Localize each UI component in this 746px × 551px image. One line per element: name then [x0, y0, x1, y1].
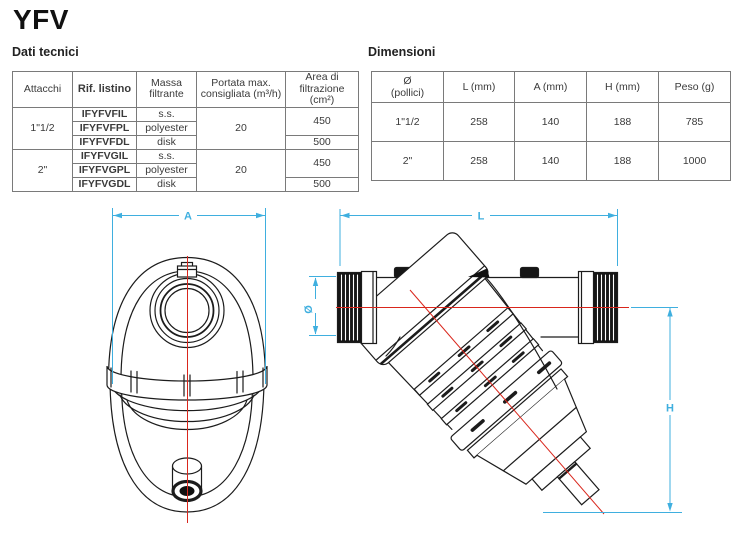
- tech-header-massa: Massa filtrante: [137, 72, 197, 108]
- tech-section-title: Dati tecnici: [12, 45, 79, 59]
- massa-value: polyester: [137, 163, 197, 177]
- tech-header-attacchi: Attacchi: [13, 72, 73, 108]
- diameter-symbol: Ø: [403, 74, 412, 87]
- dimension-label-A: A: [184, 210, 192, 223]
- dim-header-diameter: [372, 72, 444, 103]
- ref-code: IFYFVFDL: [73, 135, 137, 149]
- side-view-drawing: [338, 230, 645, 545]
- l-value: 258: [444, 142, 515, 181]
- arrowhead: [256, 213, 265, 218]
- tech-header-area: Area di filtrazione (cm²): [286, 72, 359, 108]
- arrowhead: [313, 326, 318, 335]
- dimension-label-diameter: Ø: [303, 305, 315, 314]
- pipe-plug: [521, 268, 539, 278]
- massa-value: polyester: [137, 121, 197, 135]
- dim-header-peso: Peso (g): [659, 72, 731, 103]
- dimensions-table: [371, 71, 731, 181]
- dimensions-section-title: Dimensioni: [368, 45, 436, 59]
- ref-code: IFYFVGPL: [73, 163, 137, 177]
- tech-header-portata: Portata max. consigliata (m³/h): [197, 72, 286, 108]
- l-value: 258: [444, 103, 515, 142]
- diam-value: 2": [372, 142, 444, 181]
- a-value: 140: [515, 142, 587, 181]
- dim-header-h: H (mm): [587, 72, 659, 103]
- attacchi-value: 2": [13, 149, 73, 191]
- tech-header-row: [13, 72, 359, 108]
- arrowhead: [341, 213, 350, 218]
- attacchi-value: 1"1/2: [13, 107, 73, 149]
- page-title: YFV: [13, 4, 69, 35]
- dim-header-row: [372, 72, 731, 103]
- area-value: 450: [286, 107, 359, 135]
- area-value: 500: [286, 177, 359, 191]
- massa-value: s.s.: [137, 149, 197, 163]
- h-value: 188: [587, 103, 659, 142]
- technical-data-table: [12, 71, 359, 192]
- table-row: [13, 149, 359, 163]
- diameter-unit: (pollici): [390, 87, 425, 99]
- massa-value: s.s.: [137, 107, 197, 121]
- technical-drawings: [0, 195, 746, 551]
- arrowhead: [667, 503, 672, 512]
- arrowhead: [313, 278, 318, 287]
- ref-code: IFYFVGIL: [73, 149, 137, 163]
- table-row: [372, 103, 731, 142]
- arrowhead: [667, 308, 672, 317]
- arrowhead: [114, 213, 123, 218]
- area-value: 500: [286, 135, 359, 149]
- massa-value: disk: [137, 135, 197, 149]
- area-value: 450: [286, 149, 359, 177]
- ref-code: IFYFVFIL: [73, 107, 137, 121]
- tech-header-rif-listino: Rif. listino: [73, 72, 137, 108]
- a-value: 140: [515, 103, 587, 142]
- arrowhead: [608, 213, 617, 218]
- peso-value: 785: [659, 103, 731, 142]
- dimension-label-L: L: [477, 210, 485, 223]
- table-row: [13, 107, 359, 121]
- massa-value: disk: [137, 177, 197, 191]
- ref-code: IFYFVGDL: [73, 177, 137, 191]
- ref-code: IFYFVFPL: [73, 121, 137, 135]
- portata-value: 20: [197, 107, 286, 149]
- h-value: 188: [587, 142, 659, 181]
- portata-value: 20: [197, 149, 286, 191]
- dim-header-l: L (mm): [444, 72, 515, 103]
- table-row: [372, 142, 731, 181]
- peso-value: 1000: [659, 142, 731, 181]
- dimension-label-H: H: [666, 402, 674, 415]
- diam-value: 1"1/2: [372, 103, 444, 142]
- dim-header-a: A (mm): [515, 72, 587, 103]
